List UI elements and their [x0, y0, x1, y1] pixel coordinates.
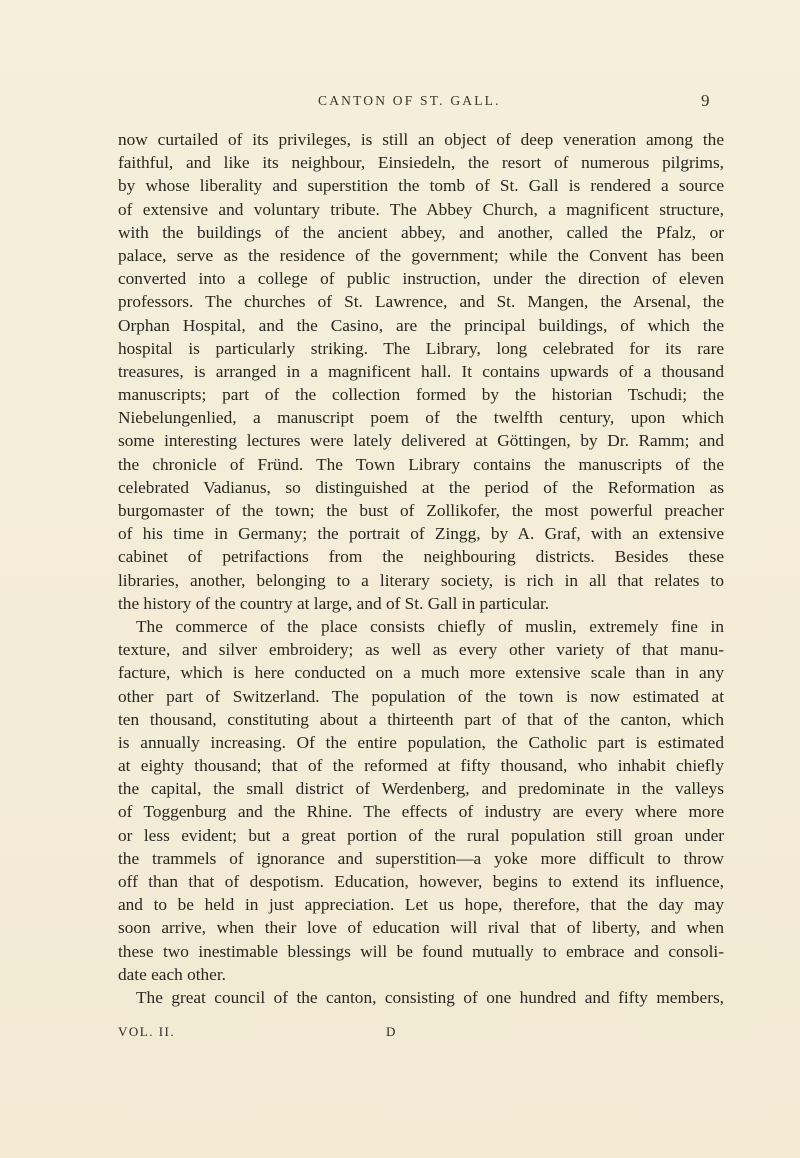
text-line: professors. The churches of St. Lawrence, and St. Mangen, the Arsenal, the: [118, 292, 724, 312]
text-line: The great council of the canton, consisting of one hundred and fifty members,: [136, 987, 724, 1007]
text-line: facture, which is here conducted on a much more extensive scale than in any: [118, 663, 724, 683]
volume-label: VOL. II.: [118, 1024, 176, 1039]
text-line: date each other.: [118, 964, 226, 984]
text-line: celebrated Vadianus, so distinguished at the period of the Reformation as: [118, 477, 724, 497]
text-line: libraries, another, belonging to a literary society, is rich in all that relates to: [118, 570, 724, 590]
text-line: of his time in Germany; the portrait of Zingg, by A. Graf, with an extensive: [118, 524, 724, 544]
text-line: faithful, and like its neighbour, Einsiedeln, the resort of numerous pilgrims,: [118, 153, 724, 173]
text-line: Niebelungenlied, a manuscript poem of the twelfth century, upon which: [118, 408, 724, 428]
text-line: manuscripts; part of the collection formed by the historian Tschudi; the: [118, 385, 724, 405]
text-line: the trammels of ignorance and superstition—a yoke more difficult to throw: [118, 848, 724, 868]
text-line: cabinet of petrifactions from the neighbouring districts. Besides these: [118, 547, 724, 567]
text-line: by whose liberality and superstition the tomb of St. Gall is rendered a source: [118, 176, 724, 196]
page-header: [0, 93, 800, 117]
text-line: other part of Switzerland. The population of the town is now estimated at: [118, 686, 724, 706]
text-line: the capital, the small district of Werdenberg, and predominate in the valleys: [118, 779, 724, 799]
text-line: at eighty thousand; that of the reformed at fifty thousand, who inhabit chiefly: [118, 756, 724, 776]
page-footer: [0, 1024, 800, 1046]
text-line: ten thousand, constituting about a thirteenth part of that of the canton, which: [118, 709, 724, 729]
text-line: palace, serve as the residence of the government; while the Convent has been: [118, 245, 724, 265]
signature-mark: D: [386, 1024, 396, 1039]
text-line: soon arrive, when their love of education will rival that of liberty, and when: [118, 918, 724, 938]
text-line: now curtailed of its privileges, is still an object of deep veneration among the: [118, 130, 724, 149]
text-line: hospital is particularly striking. The Library, long celebrated for its rare: [118, 338, 724, 358]
text-line: with the buildings of the ancient abbey, and another, called the Pfalz, or: [118, 222, 724, 242]
text-line: treasures, is arranged in a magnificent hall. It contains upwards of a thousand: [118, 361, 724, 381]
text-line: converted into a college of public instruction, under the direction of eleven: [118, 269, 724, 289]
text-line: is annually increasing. Of the entire population, the Catholic part is estimated: [118, 732, 724, 752]
text-line: the history of the country at large, and of St. Gall in particular.: [118, 593, 550, 613]
body-text: [118, 128, 724, 1009]
text-line: of Toggenburg and the Rhine. The effects of industry are every where more: [118, 802, 724, 822]
text-line: some interesting lectures were lately delivered at Göttingen, by Dr. Ramm; and: [118, 431, 724, 451]
page-number: 9: [701, 91, 710, 110]
text-line: The commerce of the place consists chiefly of muslin, extremely fine in: [136, 616, 724, 636]
text-line: these two inestimable blessings will be found mutually to embrace and consoli-: [118, 941, 724, 961]
text-line: texture, and silver embroidery; as well as every other variety of that manu-: [118, 640, 724, 660]
text-line: off than that of despotism. Education, however, begins to extend its influence,: [118, 872, 724, 891]
text-line: of extensive and voluntary tribute. The Abbey Church, a magnificent structure,: [118, 199, 724, 219]
text-line: or less evident; but a great portion of the rural population still groan under: [118, 825, 724, 845]
text-line: burgomaster of the town; the bust of Zollikofer, the most powerful preacher: [118, 501, 724, 520]
text-line: Orphan Hospital, and the Casino, are the principal buildings, of which the: [118, 315, 724, 335]
text-line: the chronicle of Fründ. The Town Library contains the manuscripts of the: [118, 454, 724, 474]
text-line: and to be held in just appreciation. Let us hope, therefore, that the day may: [118, 895, 724, 915]
running-head: CANTON OF ST. GALL.: [318, 93, 501, 108]
